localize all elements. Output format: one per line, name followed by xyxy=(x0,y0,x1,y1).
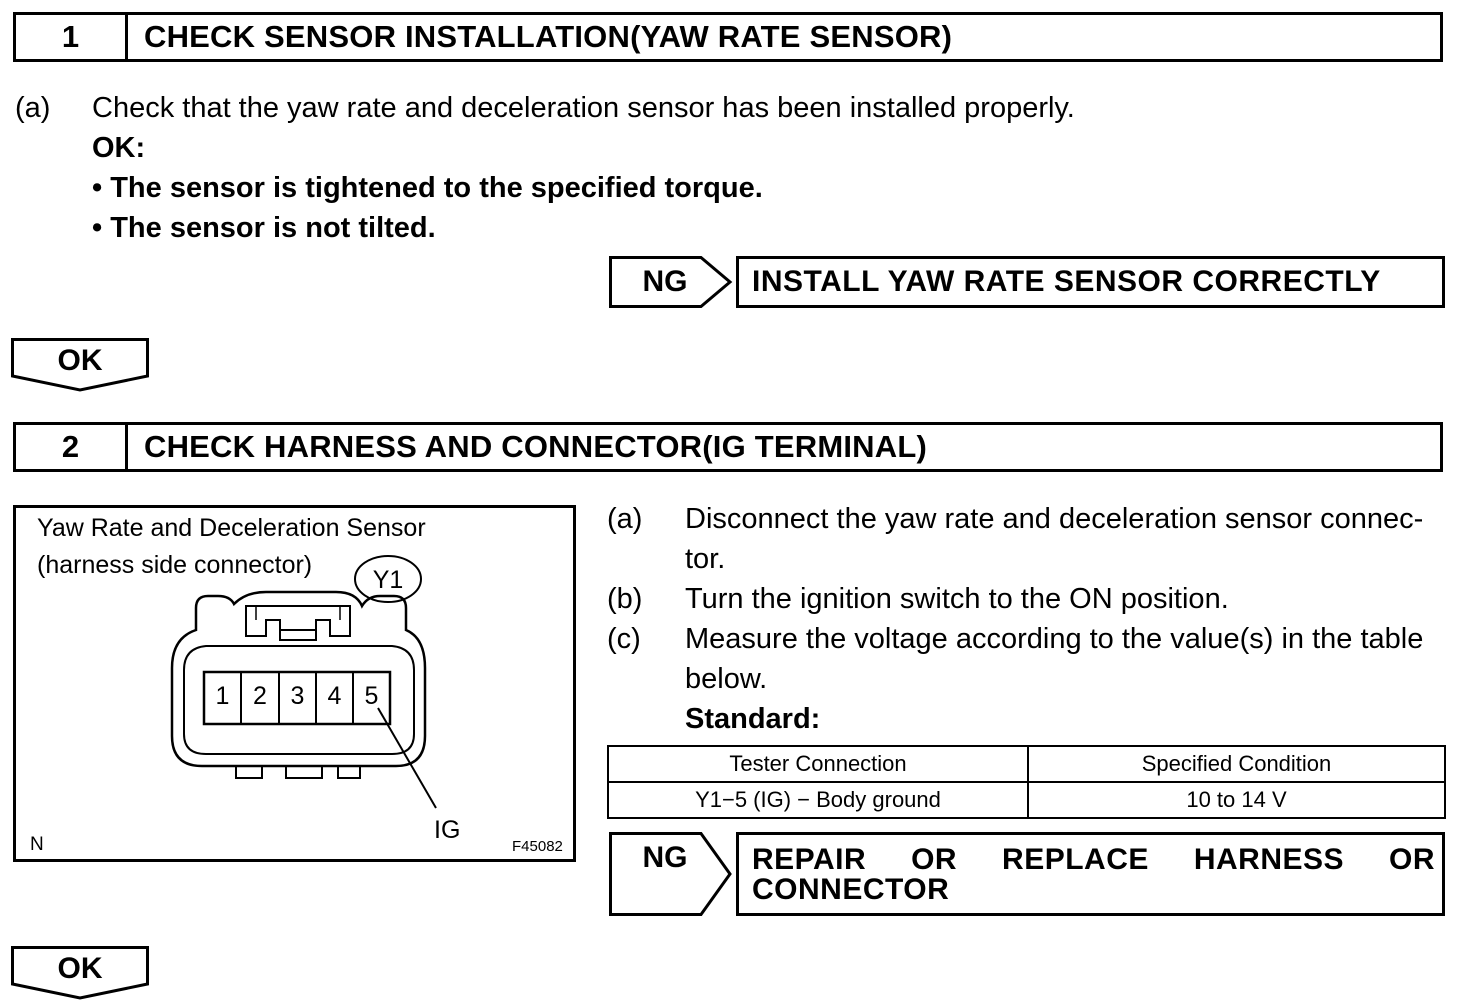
step2-c-marker: (c) xyxy=(607,623,641,655)
ng-word-2: OR xyxy=(911,843,958,876)
step2-c-line1: Measure the voltage according to the value(s) in the table xyxy=(685,623,1424,655)
pin-5: 5 xyxy=(364,682,379,710)
step2-ok-label-button: OK xyxy=(57,952,103,985)
step2-a-marker: (a) xyxy=(607,503,643,535)
step2-a-line1: Disconnect the yaw rate and deceleration sensor connec- xyxy=(685,503,1424,535)
pin-2: 2 xyxy=(253,682,267,710)
ng-word-1: REPAIR xyxy=(752,843,867,876)
step2-ng-label: NG xyxy=(642,841,688,874)
diagram-corner-n: N xyxy=(30,834,44,855)
spec-table xyxy=(607,745,1446,819)
step2-number: 2 xyxy=(16,425,128,469)
step1-title: CHECK SENSOR INSTALLATION(YAW RATE SENSOR) xyxy=(144,19,953,54)
step1-header xyxy=(13,12,1443,62)
pin-1: 1 xyxy=(215,682,230,710)
step2-ng-action-line1 xyxy=(752,843,1435,877)
step1-ok-label: OK: xyxy=(92,132,146,164)
diagram-figure-code: F45082 xyxy=(512,838,563,855)
ng-word-3: REPLACE xyxy=(1002,843,1149,876)
table-row xyxy=(608,782,1445,818)
step1-bullet-1: • The sensor is tightened to the specified torque. xyxy=(92,172,763,204)
pin-3: 3 xyxy=(290,682,305,710)
ng-word-5: OR xyxy=(1389,843,1435,876)
connector-id-label: Y1 xyxy=(372,566,404,594)
table-header-condition: Specified Condition xyxy=(1028,746,1445,782)
pin-4: 4 xyxy=(327,682,342,710)
step2-b-marker: (b) xyxy=(607,583,643,615)
step2-ng-action-box xyxy=(736,832,1445,916)
standard-label: Standard: xyxy=(685,703,821,735)
table-cell-tester: Y1−5 (IG) − Body ground xyxy=(608,782,1028,818)
step1-number: 1 xyxy=(16,15,128,59)
step1-ng-label: NG xyxy=(642,265,688,298)
step1-ok-label-button: OK xyxy=(57,344,103,377)
step1-bullet-2: • The sensor is not tilted. xyxy=(92,212,436,244)
step2-title: CHECK HARNESS AND CONNECTOR(IG TERMINAL) xyxy=(144,429,927,464)
step2-b-line1: Turn the ignition switch to the ON position. xyxy=(685,583,1229,615)
step1-a-text: Check that the yaw rate and deceleration sensor has been installed properly. xyxy=(92,92,1075,124)
step2-header xyxy=(13,422,1443,472)
pin-ig-label: IG xyxy=(434,816,461,844)
step2-a-line2: tor. xyxy=(685,543,726,575)
diagram-title-line1: Yaw Rate and Deceleration Sensor xyxy=(37,514,426,542)
ng-word-4: HARNESS xyxy=(1193,843,1345,876)
table-header-row xyxy=(608,746,1445,782)
table-header-tester: Tester Connection xyxy=(608,746,1028,782)
step2-ng-action-line2: CONNECTOR xyxy=(752,873,950,906)
diagram-title-line2: (harness side connector) xyxy=(37,551,313,579)
step1-ng-action: INSTALL YAW RATE SENSOR CORRECTLY xyxy=(736,256,1445,308)
step2-c-line2: below. xyxy=(685,663,768,695)
connector-diagram xyxy=(13,505,576,862)
table-cell-condition: 10 to 14 V xyxy=(1028,782,1445,818)
step1-a-marker: (a) xyxy=(15,92,51,124)
